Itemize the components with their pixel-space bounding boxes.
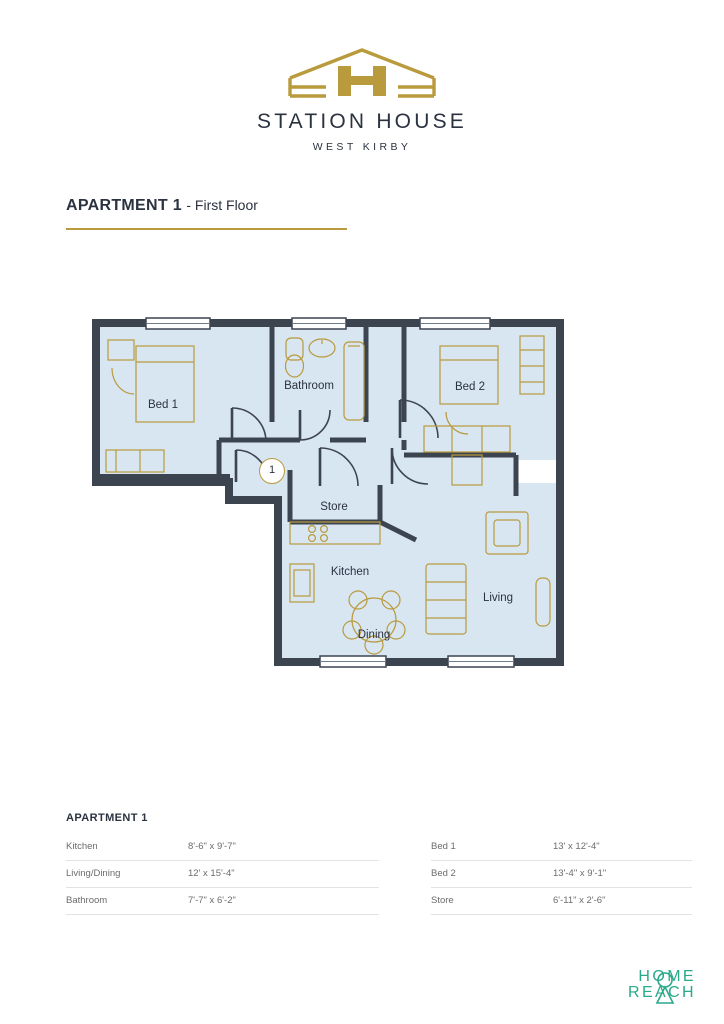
table-row	[66, 888, 379, 915]
room-label-dining: Dining	[357, 629, 391, 641]
room-dimension: 6'-11" x 2'-6"	[553, 895, 606, 906]
room-name: Bed 2	[431, 868, 456, 879]
room-dimension: 8'-6" x 9'-7"	[188, 841, 236, 852]
floor-plan-svg	[0, 300, 724, 690]
table-row	[66, 834, 379, 861]
schedule-column-left	[66, 834, 379, 915]
room-label-bed1: Bed 1	[147, 399, 179, 411]
brand-header	[0, 44, 724, 153]
room-dimension: 7'-7" x 6'-2"	[188, 895, 236, 906]
title-divider	[66, 228, 347, 230]
page-title	[66, 197, 666, 230]
room-dimension: 13'-4" x 9'-1"	[553, 868, 607, 879]
schedule-title: APARTMENT 1	[66, 812, 148, 824]
home-reach-line2: REACH	[627, 984, 696, 1001]
schedule-column-right	[379, 834, 692, 915]
title-apartment: APARTMENT 1	[66, 197, 182, 214]
room-label-living: Living	[482, 592, 514, 604]
room-label-bed2: Bed 2	[454, 381, 486, 393]
room-dimension: 13' x 12'-4"	[553, 841, 600, 852]
house-roof-icon	[282, 44, 442, 102]
brand-name: STATION HOUSE	[257, 110, 467, 133]
room-name: Kitchen	[66, 841, 98, 852]
table-row	[431, 888, 692, 915]
brand-location: WEST KIRBY	[312, 141, 412, 153]
room-schedule	[66, 812, 692, 915]
home-reach-logo	[628, 969, 696, 1002]
room-label-bathroom: Bathroom	[284, 380, 334, 392]
room-label-store: Store	[320, 501, 348, 513]
title-floor: - First Floor	[186, 197, 258, 213]
room-dimension: 12' x 15'-4"	[188, 868, 235, 879]
entry-marker: 1	[259, 458, 285, 484]
table-row	[66, 861, 379, 888]
table-row	[431, 834, 692, 861]
home-reach-line1: HOME	[638, 968, 696, 985]
floor-plan	[0, 300, 724, 690]
room-name: Store	[431, 895, 454, 906]
room-name: Bathroom	[66, 895, 108, 906]
room-label-kitchen: Kitchen	[330, 566, 370, 578]
table-row	[431, 861, 692, 888]
keyhole-icon	[654, 971, 676, 1005]
room-name: Living/Dining	[66, 868, 121, 879]
room-name: Bed 1	[431, 841, 456, 852]
